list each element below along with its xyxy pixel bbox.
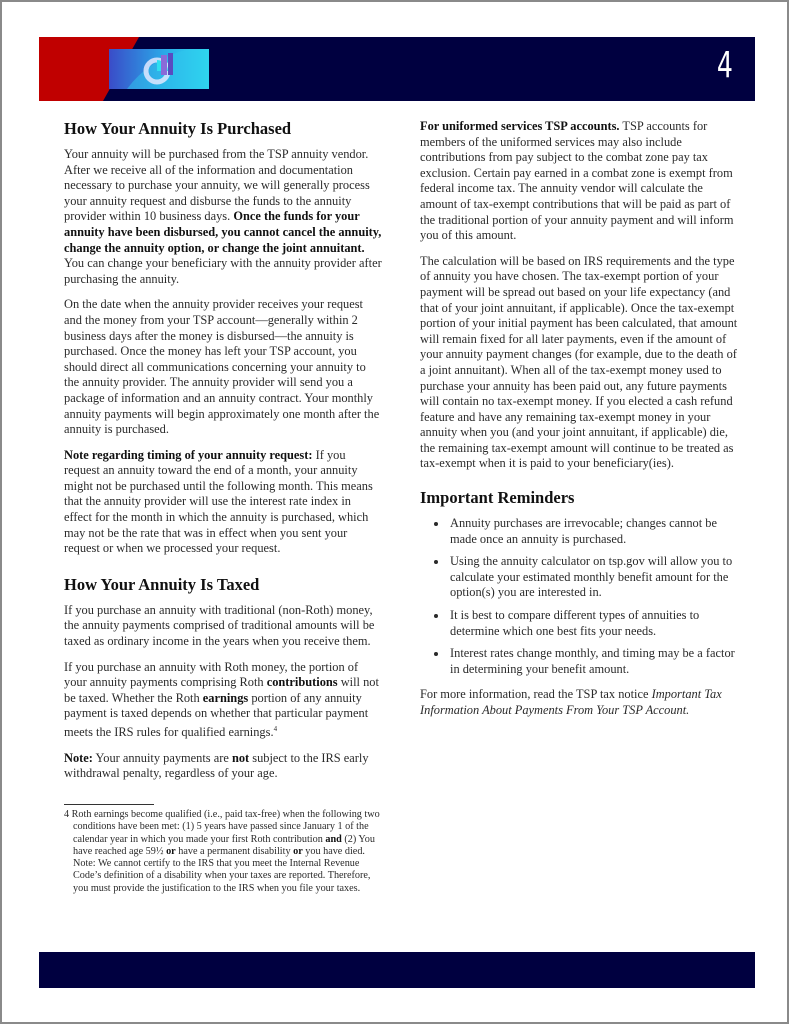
footnote-reference[interactable]: 4 (273, 725, 278, 733)
footer-banner (39, 952, 755, 988)
paragraph-roth-tax: If you purchase an annuity with Roth money, the portion of your annuity payments comprising Roth contributions will not be taxed. Whether the Roth earnings portion of any annuity payment is taxed depends on whether that particular payment meets the IRS rules for qualified earnings.$^4$ (64, 659, 379, 740)
footnote-divider (64, 804, 154, 805)
list-item: • Using the annuity calculator on tsp.gov will allow you to calculate your estimated monthly benefit amount for the option(s) you are interested in. (448, 554, 738, 601)
page-number: 4 (716, 45, 733, 86)
header-banner (39, 37, 755, 101)
right-column (420, 119, 738, 729)
left-column (64, 119, 382, 895)
section-heading-reminders: Important Reminders (420, 488, 575, 508)
paragraph-purchase-date: On the date when the annuity provider receives your request and the money from your TSP account—generally within 2 business days after the money is disbursed—the annuity is purchased. Once the money has left your TSP account, you should direct all communications concerning your annuity to the annuity provider. The annuity provider will send you a package of information and an annuity contract. Your monthly annuity payments will begin approximately one month after the annuity is purchased. (64, 297, 380, 437)
paragraph-penalty-note: Note: Your annuity payments are not subject to the IRS early withdrawal penalty, regardless of your age. (64, 750, 369, 781)
paragraph-more-info: For more information, read the TSP tax notice Important Tax Information About Payments From Your TSP Account. (420, 687, 722, 717)
paragraph-uniformed-services: For uniformed services TSP accounts. TSP accounts for members of the uniformed services may also include contributions from pay subject to the combat zone pay tax exclusion. Certain pay earned in a combat zone is exempt from federal income tax. The annuity vendor will calculate the amount of tax-exempt contributions that will be paid as part of the traditional portion of your annuity payment and will inform you of this amount. (420, 119, 734, 243)
tsp-chart-logo-icon (109, 49, 209, 89)
paragraph-purchase-process: Your annuity will be purchased from the TSP annuity vendor. After we receive all of the information and documentation necessary to purchase your annuity, we will generally process your annuity request and disburse the funds to the annuity provider within 10 business days. Once the funds for your annuity have been disbursed, you cannot cancel the annuity, change the annuity option, or change the joint annuitant. You can change your beneficiary with the annuity provider after purchasing the annuity. (64, 147, 382, 286)
footnote-4: 4 Roth earnings become qualified (i.e., paid tax-free) when the following two conditions have been met: (1) 5 years have passed since January 1 of the calendar year in which you made your first Roth contribution and (2) You have reached age 59½ or have a permanent disability or you have died. Note: We cannot certify to the IRS that you meet the Internal Revenue Code’s definition of a disability when your taxes are reported. Therefore, you must provide the justification to the IRS when you file your taxes. (64, 808, 380, 894)
paragraph-calculation: The calculation will be based on IRS requirements and the type of annuity you have chosen. The tax-exempt portion of your payment will be spread out based on your life expectancy (and that of your joint annuitant, if applicable). Once the tax-exempt portion of your initial payment has been calculated, that amount will remain fixed for all later payments, even if the amount of your annuity payment changes (for example, due to the death of a joint annuitant). When all of the tax-exempt money used to purchase your annuity has been paid out, any future payments will contain no tax-exempt money. If you elected a cash refund feature and have any remaining tax-exempt money in your annuity when you (and your joint annuitant, if applicable) die, the remaining tax-exempt amount will continue to be treated as tax-exempt when it is paid to your beneficiary(ies). (420, 253, 738, 471)
list-item: • It is best to compare different types of annuities to determine which one best fits your needs. (448, 608, 738, 639)
bold-warning: Once the funds for your annuity have been disbursed, you cannot cancel the annuity, change the annuity option, or change the joint annuitant. (64, 209, 382, 255)
section-heading-taxed: How Your Annuity Is Taxed (64, 574, 260, 594)
paragraph-traditional-tax: If you purchase an annuity with traditional (non-Roth) money, the annuity payments comprised of traditional amounts will be taxed as ordinary income in the years when you receive them. (64, 602, 375, 649)
section-heading-purchased: How Your Annuity Is Purchased (64, 119, 292, 138)
paragraph-timing-note: Note regarding timing of your annuity request: If you request an annuity toward the end of a month, your annuity might not be purchased until the following month. This means that the annuity provider will use the interest rate index in effect for the month in which the annuity is purchased, which may not be the rate that was in effect when you sent your request or when we processed your request. (64, 447, 373, 556)
list-item: • Annuity purchases are irrevocable; changes cannot be made once an annuity is purchased. (448, 516, 738, 547)
list-item: • Interest rates change monthly, and timing may be a factor in determining your benefit amount. (448, 646, 738, 677)
reminders-list (420, 516, 738, 677)
tax-notice-title: Important Tax Information About Payments From Your TSP Account. (420, 687, 722, 717)
